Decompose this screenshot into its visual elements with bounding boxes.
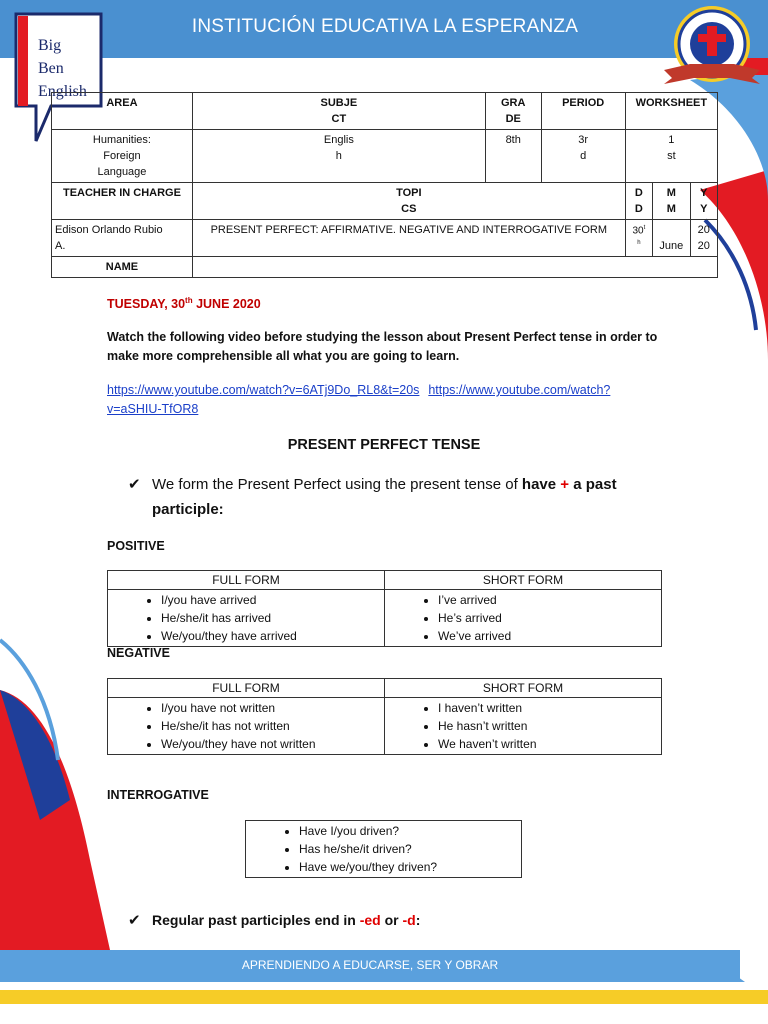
year-value: 20 20 (690, 220, 717, 257)
negative-table (107, 678, 662, 755)
list-item: • I/you have arrived (161, 591, 383, 609)
list-item: • We haven’t written (438, 735, 660, 753)
list-item: • I/you have not written (161, 699, 383, 717)
subject-header: SUBJE CT (192, 93, 485, 130)
list-item: • I haven’t written (438, 699, 660, 717)
area-value: Humanities: Foreign Language (52, 130, 193, 183)
topic-value: PRESENT PERFECT: AFFIRMATIVE. NEGATIVE AND INTERROGATIVE FORM (192, 220, 625, 257)
name-header: NAME (52, 257, 193, 278)
year-header: Y Y (690, 183, 717, 220)
worksheet-header: WORKSHEET (625, 93, 717, 130)
list-item: • We’ve arrived (438, 627, 660, 645)
list-item: • Have I/you driven? (299, 822, 520, 840)
footer-yellow-stripe (0, 990, 768, 1004)
negative-label: NEGATIVE (107, 646, 170, 660)
positive-short-form-header: SHORT FORM (385, 571, 662, 590)
check-icon: ✔ (128, 912, 141, 929)
period-value: 3r d (541, 130, 625, 183)
teacher-value: Edison Orlando Rubio A. (52, 220, 193, 257)
interrogative-table (245, 820, 522, 878)
video-links (107, 381, 667, 419)
positive-table (107, 570, 662, 647)
teacher-header: TEACHER IN CHARGE (52, 183, 193, 220)
area-header: AREA (52, 93, 193, 130)
month-header: M M (653, 183, 691, 220)
name-field[interactable] (192, 257, 717, 278)
intro-paragraph: Watch the following video before studying the lesson about Present Perfect tense in order to make more comprehensible all what you are going to learn. (107, 330, 658, 363)
interrogative-label: INTERROGATIVE (107, 788, 209, 802)
negative-short-form-header: SHORT FORM (385, 679, 662, 698)
day-header: D D (625, 183, 652, 220)
rule-form-present-perfect: We form the Present Perfect using the present tense of have + a past participle: (152, 476, 617, 518)
list-item: • He hasn’t written (438, 717, 660, 735)
list-item: • Has he/she/it driven? (299, 840, 520, 858)
video-link-2-continued[interactable]: v=aSHIU-TfOR8 (107, 402, 199, 416)
period-header: PERIOD (541, 93, 625, 130)
lesson-title: PRESENT PERFECT TENSE (287, 437, 481, 453)
list-item: • He’s arrived (438, 609, 660, 627)
list-item: • I’ve arrived (438, 591, 660, 609)
negative-short-form-cell (385, 698, 662, 755)
course-info-table (51, 92, 718, 278)
school-seal (660, 4, 764, 90)
lesson-date: TUESDAY, 30th JUNE 2020 (107, 296, 261, 312)
positive-label: POSITIVE (107, 539, 165, 553)
list-item: • He/she/it has arrived (161, 609, 383, 627)
video-link-2[interactable]: https://www.youtube.com/watch? (428, 383, 611, 397)
positive-full-form-cell (108, 590, 385, 647)
grade-value: 8th (485, 130, 541, 183)
negative-full-form-cell (108, 698, 385, 755)
topic-header: TOPI CS (192, 183, 625, 220)
worksheet-value: 1 st (625, 130, 717, 183)
positive-short-form-cell (385, 590, 662, 647)
list-item: • We/you/they have arrived (161, 627, 383, 645)
day-value: 30$^t$ h (625, 220, 652, 257)
check-icon: ✔ (128, 476, 141, 493)
list-item: • We/you/they have not written (161, 735, 383, 753)
positive-full-form-header: FULL FORM (108, 571, 385, 590)
video-link-1[interactable]: https://www.youtube.com/watch?v=6ATj9Do_RL8&t=20s (107, 383, 420, 397)
subject-value: Englis h (192, 130, 485, 183)
page-header-title: INSTITUCIÓN EDUCATIVA LA ESPERANZA (191, 16, 579, 37)
rule-regular-participles: Regular past participles end in -ed or -d: (152, 912, 421, 928)
footer-motto: APRENDIENDO A EDUCARSE, SER Y OBRAR (241, 958, 499, 972)
negative-full-form-header: FULL FORM (108, 679, 385, 698)
grade-header: GRA DE (485, 93, 541, 130)
interrogative-cell (246, 821, 522, 878)
list-item: • Have we/you/they driven? (299, 858, 520, 876)
logo-text: Big Ben English (38, 37, 87, 100)
month-value: June (653, 220, 691, 257)
list-item: • He/she/it has not written (161, 717, 383, 735)
